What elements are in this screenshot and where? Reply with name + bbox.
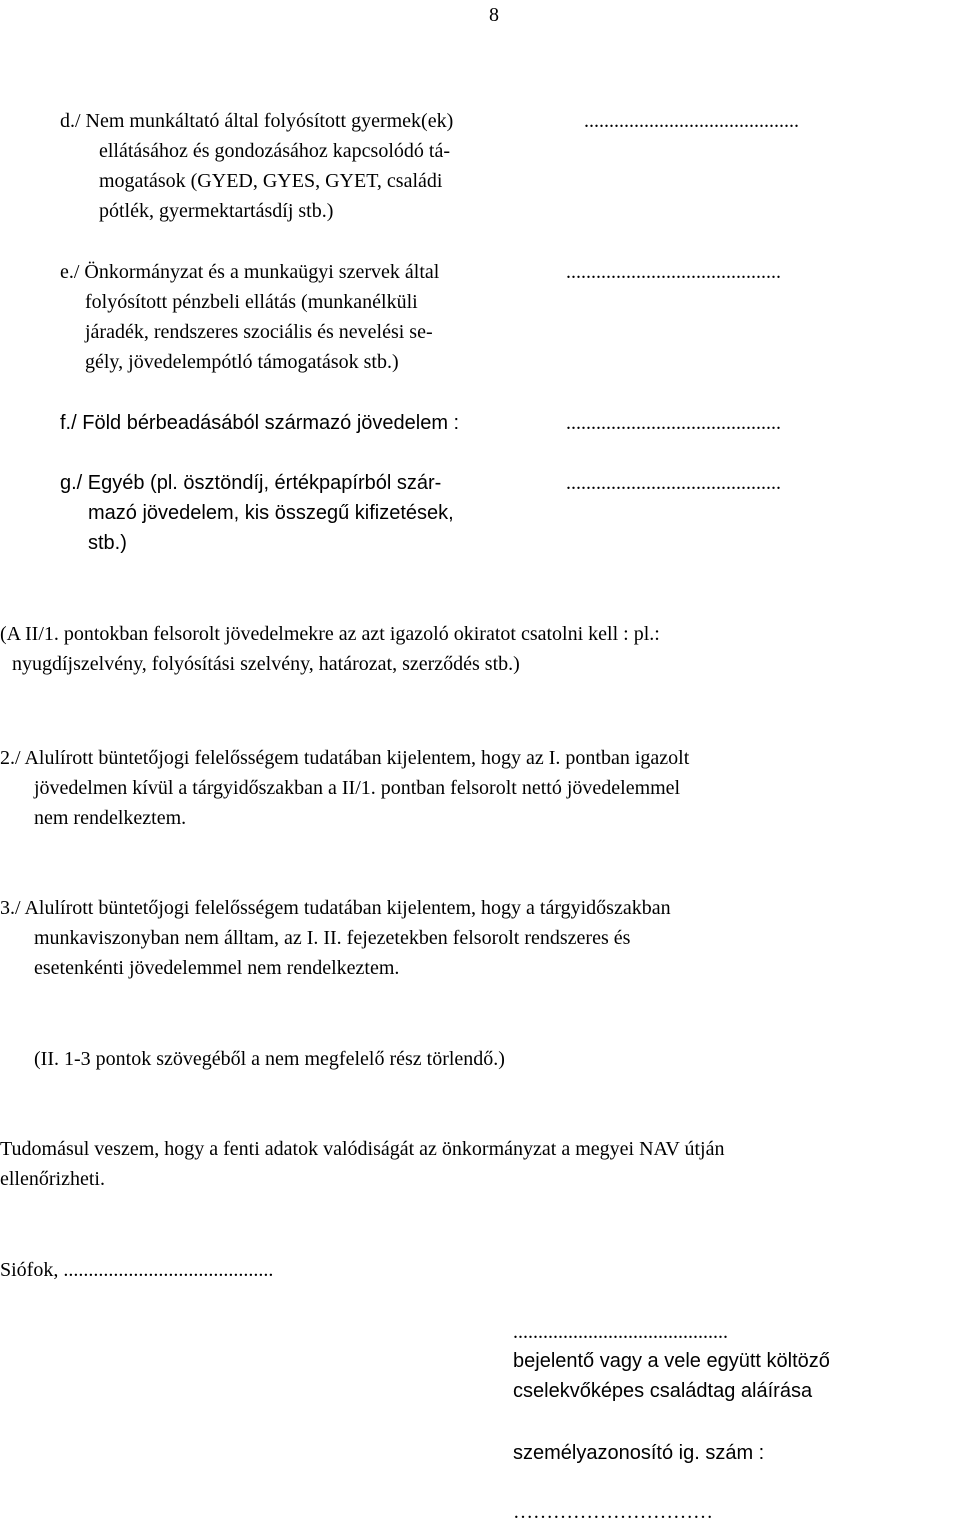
acknowledgement-line: ellenőrizheti.	[0, 1168, 105, 1190]
item-d-line: d./ Nem munkáltató által folyósított gyermek(ek)	[60, 110, 454, 132]
item-g-dots: ...........................................	[566, 472, 781, 494]
declaration-3	[0, 893, 671, 983]
declaration-3-line: 3./ Alulírott büntetőjogi felelősségem tudatában kijelentem, hogy a tárgyidőszakban	[0, 897, 671, 919]
declaration-2-line: 2./ Alulírott büntetőjogi felelősségem tudatában kijelentem, hogy az I. pontban igazolt	[0, 747, 690, 769]
declaration-3-line: munkaviszonyban nem álltam, az I. II. fejezetekben felsorolt rendszeres és	[34, 927, 631, 949]
signature-caption-line: cselekvőképes családtag aláírása	[513, 1380, 813, 1402]
acknowledgement-line: Tudomásul veszem, hogy a fenti adatok valódiságát az önkormányzat a megyei NAV útján	[0, 1138, 725, 1160]
item-e-dots: ...........................................	[566, 261, 781, 283]
item-e-line: folyósított pénzbeli ellátás (munkanélküli	[85, 291, 418, 313]
item-g	[60, 468, 454, 558]
signature-line: ...........................................	[513, 1321, 728, 1343]
item-g-line: mazó jövedelem, kis összegű kifizetések,	[88, 502, 454, 524]
place-date-field: Siófok, ..........................................	[0, 1259, 274, 1281]
declaration-3-line: esetenkénti jövedelemmel nem rendelkeztem.	[34, 957, 400, 979]
id-number-dots: …………………………	[513, 1501, 713, 1523]
item-f: f./ Föld bérbeadásából származó jövedelem :	[60, 412, 460, 434]
note-line: nyugdíjszelvény, folyósítási szelvény, határozat, szerződés stb.)	[12, 653, 520, 675]
declaration-2-line: nem rendelkeztem.	[34, 807, 187, 829]
item-d-line: mogatások (GYED, GYES, GYET, családi	[99, 170, 443, 192]
item-g-line: stb.)	[88, 532, 127, 554]
income-proof-note	[0, 619, 660, 679]
item-d-line: pótlék, gyermektartásdíj stb.)	[99, 200, 334, 222]
item-d	[60, 106, 453, 226]
item-d-dots: ...........................................	[584, 110, 799, 132]
acknowledgement	[0, 1134, 724, 1194]
id-number-label: személyazonosító ig. szám :	[513, 1442, 765, 1464]
item-f-dots: ...........................................	[566, 412, 781, 434]
item-e	[60, 257, 439, 377]
note-line: (A II/1. pontokban felsorolt jövedelmekre az azt igazoló okiratot csatolni kell : pl.:	[0, 623, 660, 645]
signature-caption	[513, 1346, 830, 1406]
item-e-line: e./ Önkormányzat és a munkaügyi szervek által	[60, 261, 440, 283]
declaration-2	[0, 743, 689, 833]
signature-caption-line: bejelentő vagy a vele együtt költöző	[513, 1350, 830, 1372]
page-number: 8	[489, 4, 499, 26]
item-d-line: ellátásához és gondozásához kapcsolódó tá-	[99, 140, 450, 162]
item-e-line: járadék, rendszeres szociális és nevelési se-	[85, 321, 433, 343]
item-e-line: gély, jövedelempótló támogatások stb.)	[85, 351, 399, 373]
deletion-note: (II. 1-3 pontok szövegéből a nem megfelelő rész törlendő.)	[34, 1048, 505, 1070]
declaration-2-line: jövedelmen kívül a tárgyidőszakban a II/1. pontban felsorolt nettó jövedelemmel	[34, 777, 681, 799]
item-g-line: g./ Egyéb (pl. ösztöndíj, értékpapírból szár-	[60, 472, 442, 494]
